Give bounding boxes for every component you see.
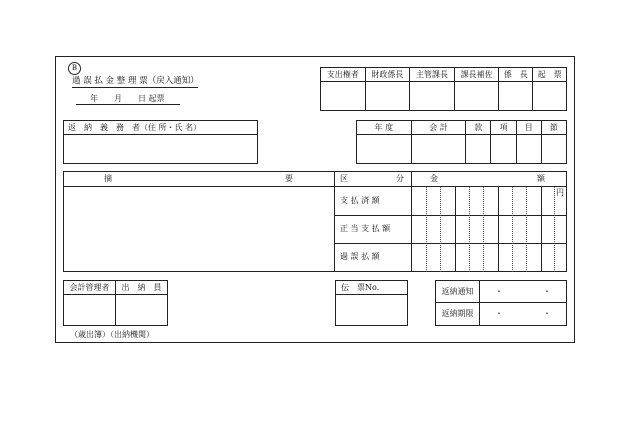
stamp-box[interactable]	[321, 82, 366, 111]
digit-guide	[512, 186, 513, 272]
date-line: 年 月 日 起票	[90, 94, 165, 103]
account-cell[interactable]	[516, 135, 541, 164]
form-title: 過 誤 払 金 整 理 票（戻入通知）	[72, 76, 199, 86]
accountant-label: 会計管理者	[64, 281, 116, 295]
account-cell[interactable]	[491, 135, 516, 164]
slip-field[interactable]	[336, 295, 408, 326]
digit-guide	[526, 186, 527, 272]
notice-table	[435, 280, 567, 326]
slip-label: 伝 票No.	[336, 281, 408, 295]
title-underline	[72, 87, 198, 88]
deadline-label: 返納期限	[436, 303, 480, 326]
stamp-box[interactable]	[499, 82, 533, 111]
account-header: 項	[491, 121, 516, 135]
kingaku-header-right: 額	[537, 174, 545, 183]
amount-divider	[411, 171, 412, 272]
tekiyo-field[interactable]	[64, 187, 333, 271]
account-header: 会 計	[411, 121, 466, 135]
form-mark: B	[68, 62, 81, 75]
row-label-overpaid: 過 誤 払 額	[340, 252, 380, 261]
digit-guide	[554, 186, 555, 272]
digit-separator	[455, 186, 456, 272]
row-label-paid: 支 払 済 額	[340, 196, 380, 205]
returnee-table	[63, 120, 258, 164]
account-cell[interactable]	[466, 135, 491, 164]
approval-header: 主管課長	[410, 68, 455, 82]
yen-unit: 円	[556, 188, 564, 197]
digit-guide	[440, 186, 441, 272]
approval-table	[320, 67, 567, 111]
returnee-field[interactable]	[64, 135, 258, 164]
digit-guide	[426, 186, 427, 272]
digit-separator	[541, 186, 542, 272]
stamp-box[interactable]	[410, 82, 455, 111]
approval-header: 起 票	[533, 68, 567, 82]
summary-divider	[334, 171, 335, 272]
stamp-box[interactable]	[533, 82, 567, 111]
account-cell[interactable]	[357, 135, 412, 164]
digit-guide	[469, 186, 470, 272]
approval-header: 財政係長	[365, 68, 410, 82]
slip-table	[335, 280, 408, 326]
accountant-stamp[interactable]	[64, 295, 116, 326]
account-table	[356, 120, 567, 164]
deadline-date[interactable]: ・ ・	[480, 303, 567, 326]
account-header: 款	[466, 121, 491, 135]
summary-row-rule	[334, 215, 567, 216]
cashier-stamp[interactable]	[116, 295, 168, 326]
stamp-box[interactable]	[365, 82, 410, 111]
footer-note: （歳出簿）（出納機関）	[70, 330, 154, 339]
cashier-label: 出 納 員	[116, 281, 168, 295]
account-header: 目	[516, 121, 541, 135]
notice-date[interactable]: ・ ・	[480, 281, 567, 303]
signature-table	[63, 280, 168, 326]
kingaku-header-left: 金	[430, 174, 438, 183]
notice-label: 返納通知	[436, 281, 480, 303]
account-cell[interactable]	[411, 135, 466, 164]
digit-separator	[498, 186, 499, 272]
digit-guide	[483, 186, 484, 272]
kubun-header-left: 区	[340, 174, 348, 183]
tekiyo-header-left: 摘	[104, 174, 112, 183]
summary-row-rule	[334, 243, 567, 244]
account-cell[interactable]	[541, 135, 566, 164]
account-header: 節	[541, 121, 566, 135]
date-underline	[76, 104, 180, 105]
tekiyo-header-right: 要	[285, 174, 293, 183]
returnee-label: 返 納 義 務 者（住 所・氏 名）	[64, 121, 258, 135]
stamp-box[interactable]	[454, 82, 499, 111]
approval-header: 係 長	[499, 68, 533, 82]
approval-header: 支出権者	[321, 68, 366, 82]
kubun-header-right: 分	[396, 174, 404, 183]
row-label-proper: 正 当 支 払 額	[340, 224, 391, 233]
account-header: 年 度	[357, 121, 412, 135]
approval-header: 課長補佐	[454, 68, 499, 82]
